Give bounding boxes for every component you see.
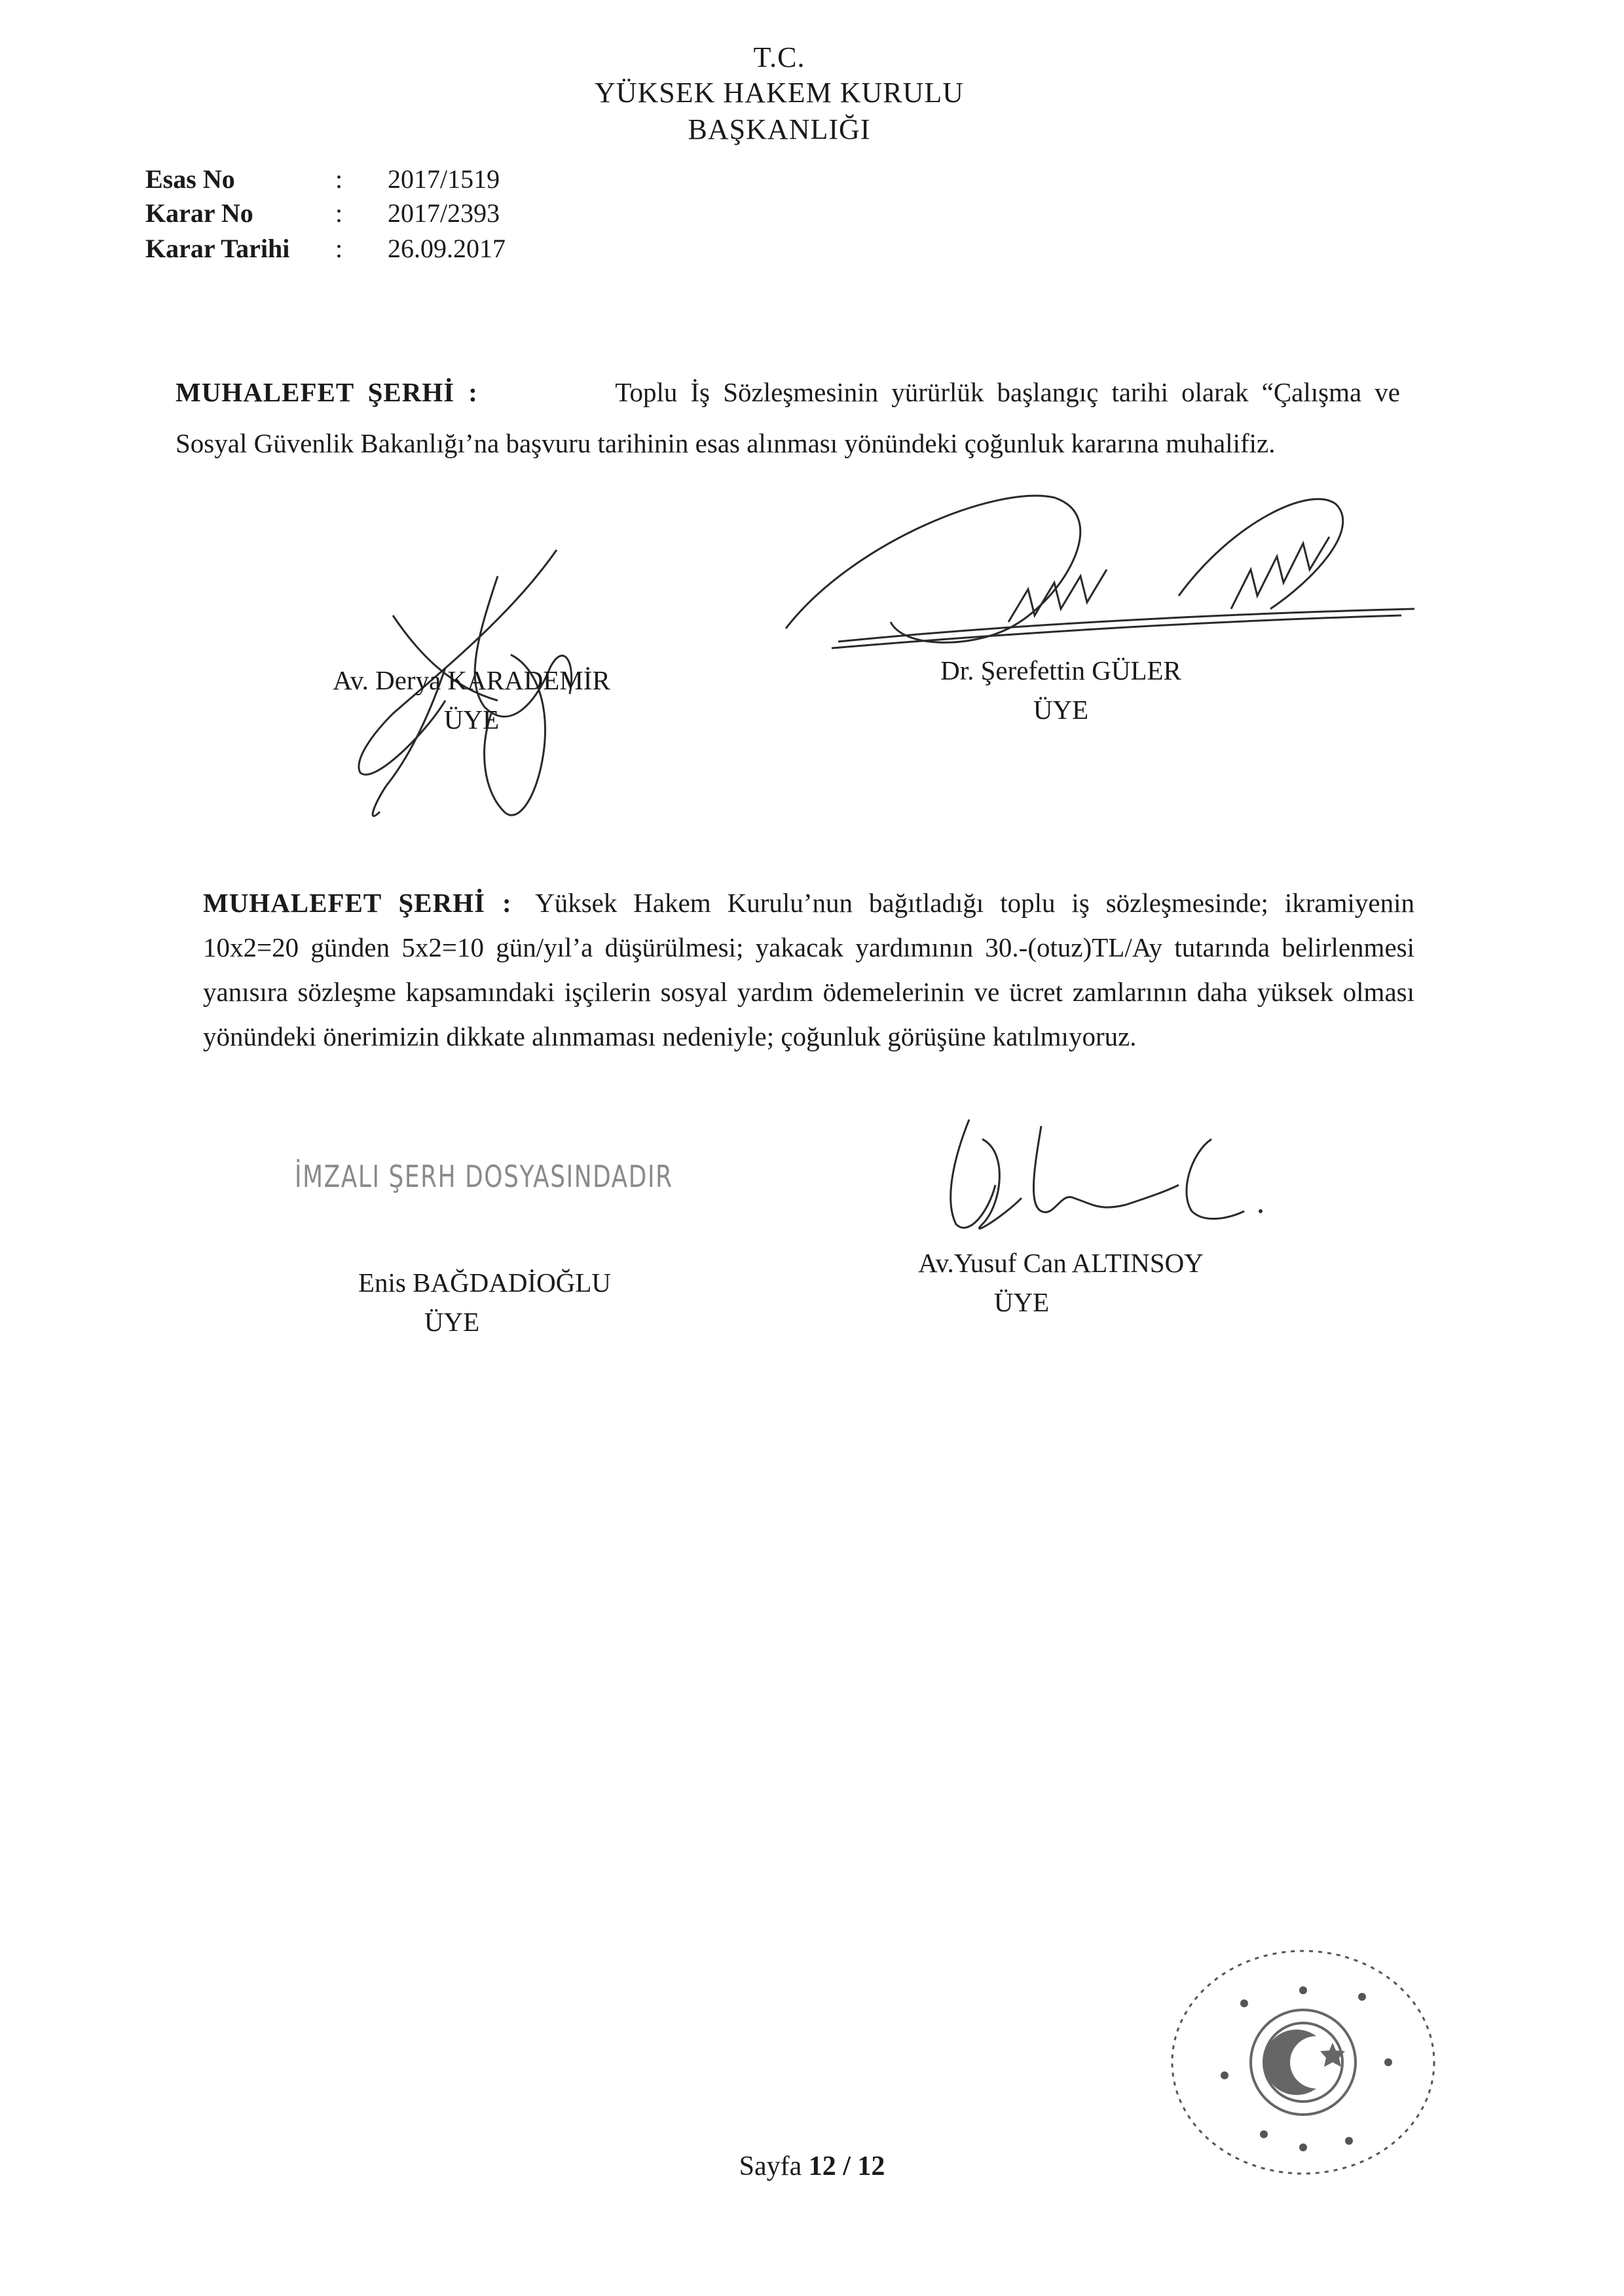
case-row-tarih [145,233,506,264]
dissent-opinion-2 [203,881,1414,1059]
karar-value: 2017/2393 [388,198,500,228]
dissent-2-label: MUHALEFET ŞERHİ : [203,888,512,918]
signatory-2-role: ÜYE [1033,695,1089,725]
signatory-3-name: Enis BAĞDADİOĞLU [358,1267,612,1298]
signatory-4-name: Av.Yusuf Can ALTINSOY [918,1248,1204,1278]
signature-altinsoy [930,1113,1270,1244]
header-institution: YÜKSEK HAKEM KURULU [594,77,965,109]
karar-label: Karar No [145,198,253,228]
dissent-opinion-1 [175,367,1400,469]
karar-colon: : [335,198,343,228]
dissent-1-label: MUHALEFET ŞERHİ : [175,377,478,407]
header-tc: T.C. [753,41,805,73]
signatory-1-role: ÜYE [443,704,500,735]
esas-label: Esas No [145,164,235,194]
case-row-esas [145,164,500,194]
page-footer [0,2151,1624,2182]
tarih-colon: : [335,234,343,263]
esas-colon: : [335,164,343,194]
dissent-2-text: Yüksek Hakem Kurulu’nun bağıtladığı toplu iş sözleşmesinde; ikramiyenin 10x2=20 günden 5x2=10 gün/yıl’a düşürülmesi; yakacak yardımının 30.-(otuz)TL/Ay tutarında belirlenmesi yanısıra sözleşme kapsamındaki işçilerin sosyal yardım ödemelerinin ve ücret zamlarının daha yüksek olması yönündeki önerimizin dikkate alınmaması nedeniyle; çoğunluk görüşüne katılmıyoruz. [203,888,1415,1051]
signatory-1-name: Av. Derya KARADEMİR [333,665,610,695]
page-number: 12 / 12 [808,2151,885,2181]
signatory-3-role: ÜYE [424,1307,480,1337]
esas-value: 2017/1519 [388,164,500,194]
signatory-4-role: ÜYE [993,1287,1050,1317]
tarih-value: 26.09.2017 [388,234,506,263]
case-row-karar [145,198,500,228]
signatory-2-name: Dr. Şerefettin GÜLER [940,655,1181,685]
footer-prefix: Sayfa [739,2151,802,2181]
tarih-label: Karar Tarihi [145,234,290,263]
header-presidency: BAŞKANLIĞI [688,113,871,145]
signed-dissent-on-file-stamp: İMZALI ŞERH DOSYASINDADIR [295,1159,673,1194]
dissent-1-text: Toplu İş Sözleşmesinin yürürlük başlangıç tarihi olarak “Çalışma ve Sosyal Güvenlik Bakanlığı’na başvuru tarihinin esas alınması yönündeki çoğunluk kararına muhalifiz. [175,377,1400,458]
